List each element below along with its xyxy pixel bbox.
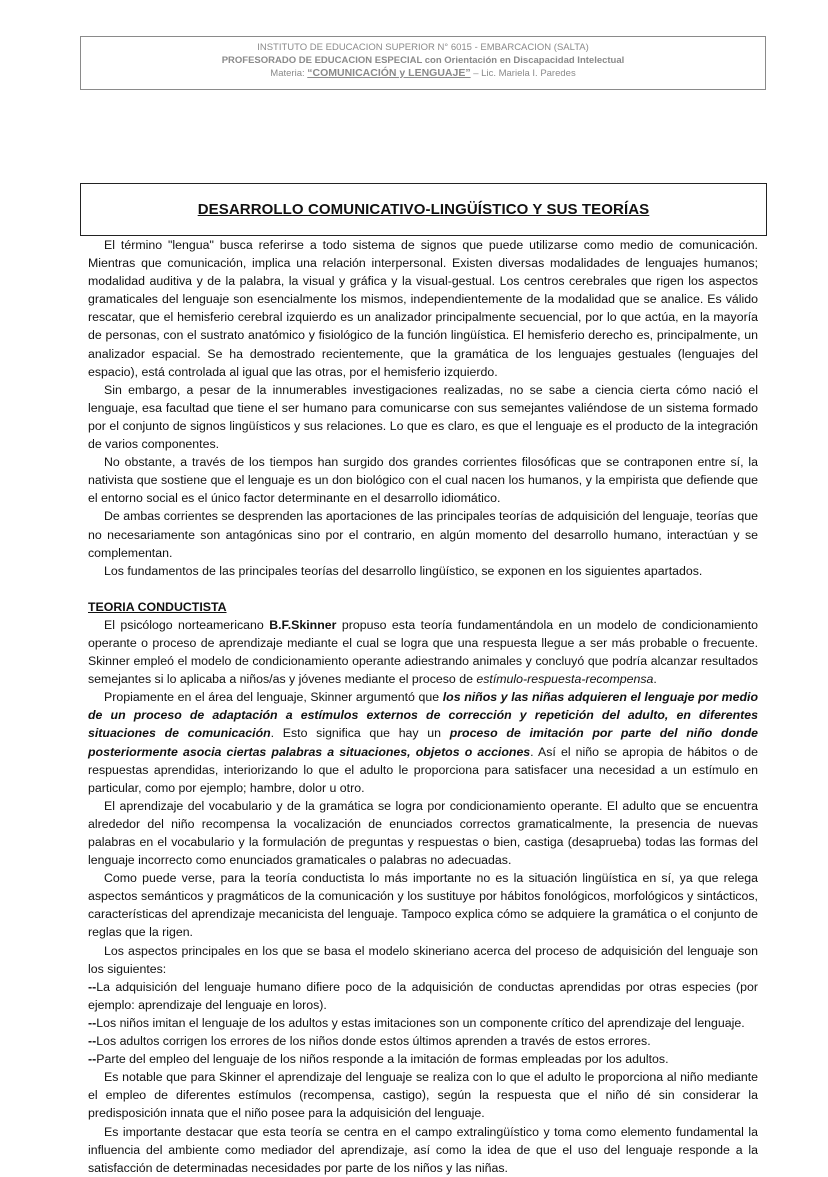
header-author: – Lic. Mariela I. Paredes — [470, 68, 576, 79]
skinner-paragraph-3: El aprendizaje del vocabulario y de la gramática se logra por condicionamiento operante. El adulto que se encuentra alrededor del niño recompensa la vocalización de enunciados correctos gramaticalmente, la presencia de nuevas palabras en el vocabulario y la formulación de preguntas y respuestas o bien, castiga (desaprueba) todas las formas del lenguaje incorrecto como enunciados gramaticales o palabras no adecuadas. — [88, 798, 758, 868]
bullet-marker: -- — [88, 1034, 97, 1049]
section-heading: TEORIA CONDUCTISTA — [88, 599, 227, 614]
intro-paragraph-2: Sin embargo, a pesar de la innumerables investigaciones realizadas, no se sabe a ciencia cierta cómo nació el lenguaje, esa facultad que tiene el ser humano para comunicarse con sus semejantes valiéndose de un sistema formado por el conjunto de signos lingüísticos y sus relaciones. Lo que es claro, es que el lenguaje es el producto de la integración de varios componentes. — [88, 382, 758, 452]
skinner-paragraph-2: Propiamente en el área del lenguaje, Skinner argumentó que los niños y las niñas adquieren el lenguaje por medio de un proceso de adaptación a estímulos externos de corrección y repetición del adulto, en diferentes situaciones de comunicación. Esto significa que hay un proceso de imitación por parte del niño donde posteriormente asocia ciertas palabras a situaciones, objetos o acciones. Así el niño se apropia de hábitos o de respuestas aprendidas, interiorizando lo que el adulto le proporciona para satisfacer una necesidad a un estímulo en particular, como por ejemplo; hambre, dolor u otro. — [88, 690, 759, 795]
stimulus-term: estímulo-respuesta-recompensa — [476, 672, 654, 687]
intro-paragraph-1: El término "lengua" busca referirse a todo sistema de signos que puede utilizarse como medio de comunicación. Mientras que comunicación, implica una relación interpersonal. Existen diversas modalidades de lenguajes humanos; modalidad auditiva y de la palabra, la visual y gráfica y la visual-gestual. Los centros cerebrales que rigen los aspectos gramaticales del lenguaje son esencialmente los mismos, independientemente de la modalidad que se analice. Es válido rescatar, que el hemisferio cerebral izquierdo es un analizador principalmente secuencial, por lo que actúa, en la mayoría de personas, con el sustrato anatómico y fisiológico de la función lingüística. El hemisferio derecho es, principalmente, un analizador espacial. Se ha demostrado recientemente, que la gramática de los lenguajes gestuales (lenguajes del espacio), está controlada al igual que las otras, por el hemisferio izquierdo. — [88, 238, 758, 379]
header-institute: INSTITUTO DE EDUCACION SUPERIOR N° 6015 - EMBARCACION (SALTA) — [257, 42, 589, 53]
header-subject: “COMUNICACIÓN y LENGUAJE” — [307, 67, 471, 79]
skinner-paragraph-4: Como puede verse, para la teoría conductista lo más importante no es la situación lingüística en sí, ya que relega aspectos semánticos y pragmáticos de la comunicación y los sustituye por hábitos fonológicos, morfológicos y sintácticos, características del aprendizaje mecanicista del lenguaje. Tampoco explica cómo se adquiere la gramática o el conjunto de reglas que la rigen. — [88, 871, 758, 940]
skinner-paragraph-7: Es importante destacar que esta teoría se centra en el campo extralingüístico y toma como elemento fundamental la influencia del ambiente como mediador del aprendizaje, así como la idea de que el uso del lenguaje responde a la satisfacción de determinadas necesidades por parte de los niños y las niñas. — [88, 1124, 758, 1175]
intro-paragraph-4: De ambas corrientes se desprenden las aportaciones de las principales teorías de adquisición del lenguaje, teorías que no necesariamente son antagónicas sino por el contrario, en algún momento del desarrollo humano, interactúan y se complementan. — [88, 509, 758, 560]
skinner-paragraph-1: El psicólogo norteamericano B.F.Skinner propuso esta teoría fundamentándola en un modelo de condicionamiento operante o proceso de aprendizaje mediante el cual se logra que una respuesta llegue a ser más probable o frecuente. Skinner empleó el modelo de condicionamiento operante adiestrando animales y concluyó que podría alcanzar resultados semejantes si lo aplicaba a niños/as y jóvenes mediante el proceso de estímulo-respuesta-recompensa. — [88, 617, 758, 687]
emphasis-imitation: proceso de imitación por parte del niño donde posteriormente asocia ciertas palabras a situaciones, objetos o acciones — [88, 726, 759, 759]
header-subject-line — [81, 67, 765, 80]
document-body — [88, 236, 758, 1177]
title-box — [80, 183, 767, 236]
skinner-paragraph-6: Es notable que para Skinner el aprendizaje del lenguaje se realiza con lo que el adulto le proporciona al niño mediante el empleo de diferentes estímulos (recompensa, castigo), según la respuesta que el niño dé sin considerar la predisposición innata que el niño posee para la adquisición del lenguaje. — [88, 1070, 758, 1121]
list-item: --Los adultos corrigen los errores de los niños donde estos últimos aprenden a través de estos errores. — [88, 1034, 651, 1049]
bullet-marker: -- — [88, 979, 97, 994]
intro-paragraph-5: Los fundamentos de las principales teorías del desarrollo lingüístico, se exponen en los siguientes apartados. — [104, 563, 703, 578]
skinner-name: B.F.Skinner — [269, 617, 337, 632]
skinner-paragraph-5: Los aspectos principales en los que se basa el modelo skineriano acerca del proceso de adquisición del lenguaje son los siguientes: — [88, 943, 758, 976]
intro-paragraph-3: No obstante, a través de los tiempos han surgido dos grandes corrientes filosóficas que se contraponen entre sí, la nativista que sostiene que el lenguaje es un don biológico con el cual nacen los humanos, y la empirista que defiende que el entorno social es el único factor determinante en el desarrollo idiomático. — [88, 455, 758, 506]
header-subject-prefix: Materia: — [270, 68, 308, 79]
header-program: PROFESORADO DE EDUCACION ESPECIAL con Orientación en Discapacidad Intelectual — [221, 55, 625, 66]
list-item: --Parte del empleo del lenguaje de los niños responde a la imitación de formas empleadas por los adultos. — [88, 1052, 669, 1067]
page-title: DESARROLLO COMUNICATIVO-LINGÜÍSTICO Y SUS TEORÍAS — [197, 201, 650, 218]
bullet-marker: -- — [88, 1052, 97, 1067]
list-item: --Los niños imitan el lenguaje de los adultos y estas imitaciones son un componente crítico del aprendizaje del lenguaje. — [88, 1015, 745, 1030]
emphasis-adaptation: los niños y las niñas adquieren el lenguaje por medio de un proceso de adaptación a estímulos externos de corrección y repetición del adulto, en diferentes situaciones de comunicación — [88, 690, 758, 741]
bullet-marker: -- — [88, 1015, 97, 1030]
list-item: --La adquisición del lenguaje humano difiere poco de la adquisición de conductas aprendidas por otras especies (por ejemplo: aprendizaje del lenguaje en loros). — [88, 979, 758, 1012]
document-header — [80, 36, 766, 90]
